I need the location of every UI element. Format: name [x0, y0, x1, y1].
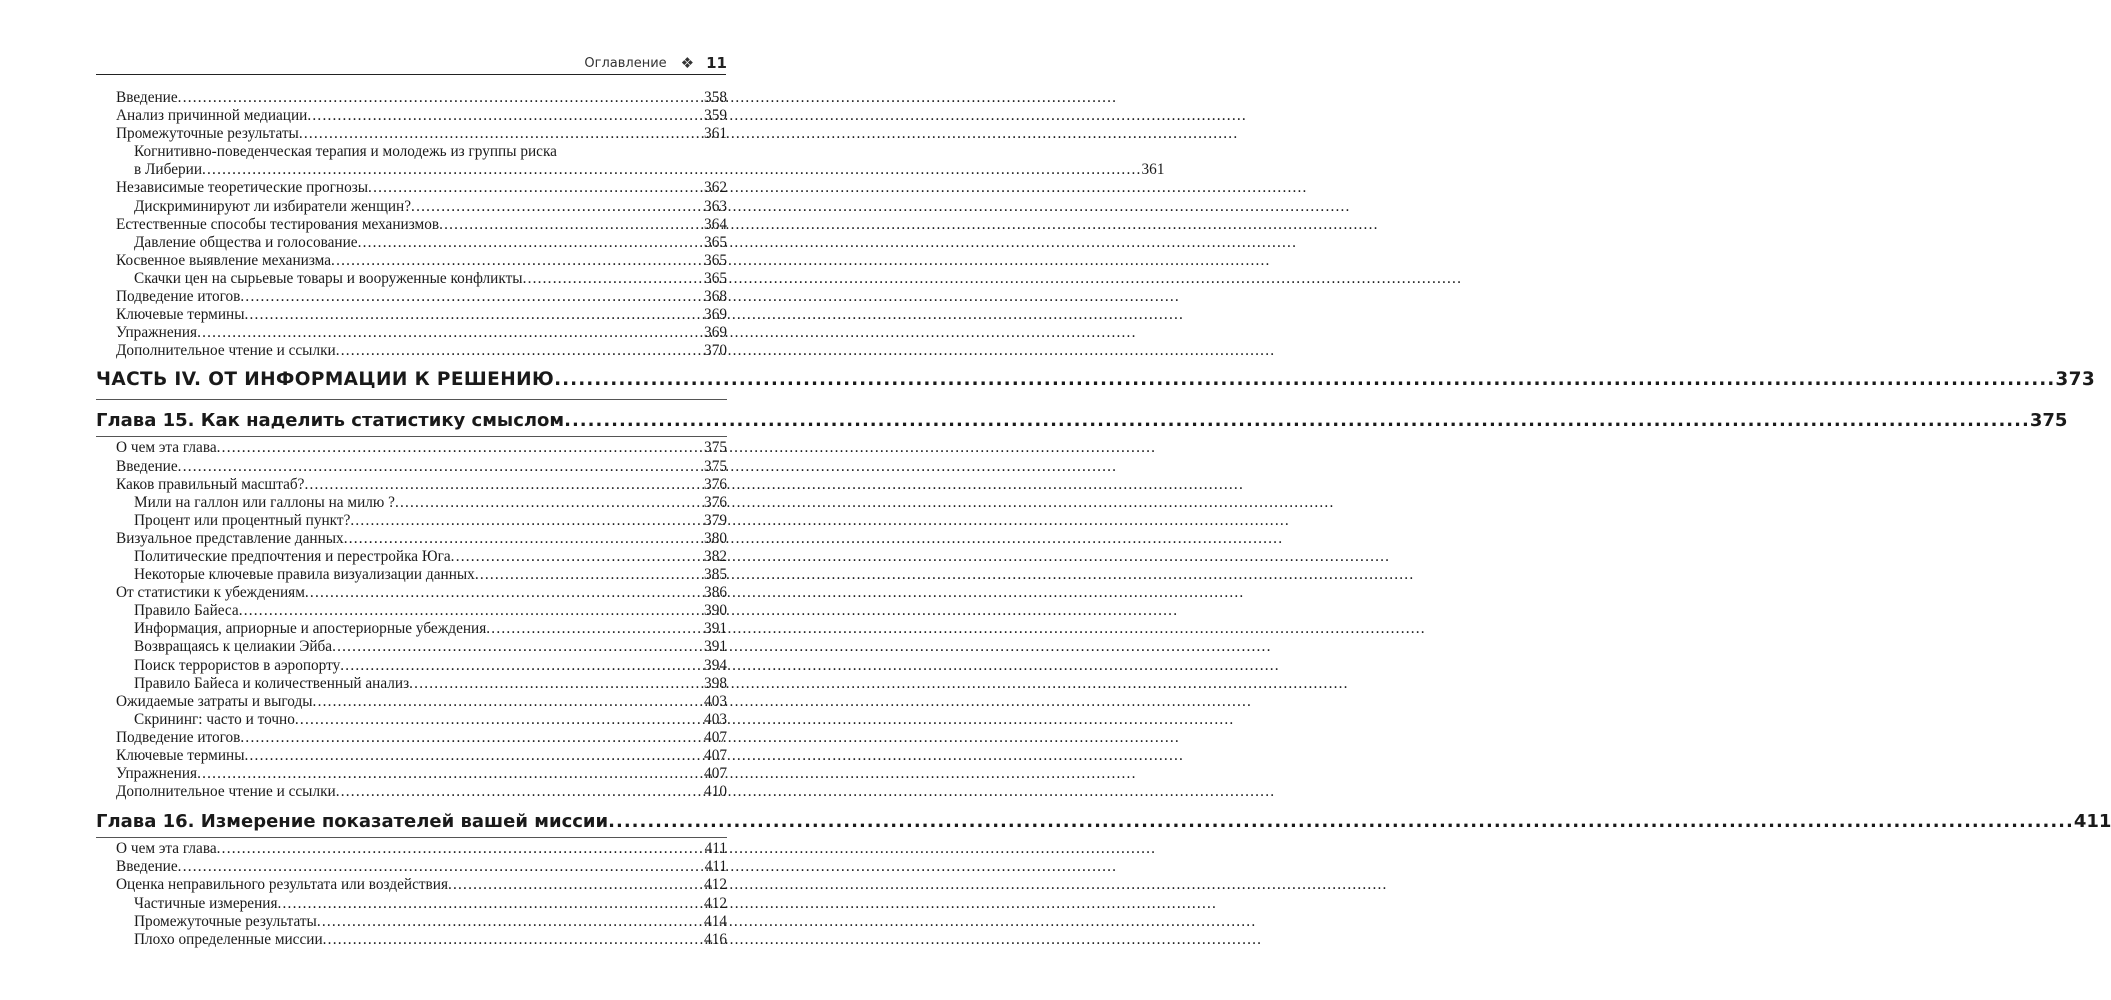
toc-entry-page: 403	[704, 692, 727, 710]
toc-entry[interactable]	[116, 783, 727, 801]
toc-entry[interactable]	[134, 657, 727, 675]
dot-leader	[317, 913, 704, 931]
toc-entry-title: Правило Байеса и количественный анализ	[134, 674, 410, 692]
dot-leader	[439, 216, 704, 234]
toc-entry-title: Упражнения	[116, 324, 198, 342]
toc-entry-title: Введение	[116, 858, 178, 876]
toc-entry-page: 376	[704, 493, 727, 511]
toc-part-heading[interactable]	[96, 368, 2096, 392]
toc-entry-page: 394	[704, 656, 727, 674]
toc-entry-page: 375	[704, 439, 727, 457]
toc-entry-title: Ключевые термины	[116, 747, 245, 764]
toc-entry-title: Ключевые термины	[116, 306, 245, 324]
toc-entry-page: 382	[704, 547, 727, 565]
dot-leader	[217, 439, 704, 457]
table-of-contents	[0, 89, 2111, 949]
toc-entry-title: Анализ причинной медиации	[116, 107, 308, 125]
toc-entry-title: Скачки цен на сырьевые товары и вооруженные конфликты	[134, 269, 523, 287]
toc-entry[interactable]	[116, 107, 727, 125]
running-head-title: Оглавление	[584, 55, 667, 71]
toc-chapter-heading-15[interactable]	[96, 409, 2068, 433]
dot-leader	[305, 584, 704, 602]
dot-leader	[564, 409, 2030, 433]
toc-entry-title: Частичные измерения	[134, 894, 278, 912]
toc-entry-page: 365	[704, 233, 727, 251]
toc-chapter-heading-16[interactable]	[96, 810, 2111, 834]
toc-entry-page: 391	[704, 638, 727, 656]
toc-entry-page: 398	[704, 674, 727, 692]
toc-entry-title: Введение	[116, 89, 178, 106]
toc-entry-title: Ожидаемые затраты и выгоды	[116, 692, 313, 710]
toc-entry[interactable]	[116, 876, 727, 894]
toc-entry-page: 361	[1141, 161, 1165, 179]
toc-entry[interactable]	[116, 216, 727, 234]
dot-leader	[245, 747, 705, 765]
toc-entry-page: 359	[704, 107, 727, 125]
toc-entry[interactable]	[134, 675, 727, 693]
dot-leader	[368, 179, 704, 197]
toc-entry[interactable]	[116, 439, 727, 457]
toc-entry[interactable]	[116, 693, 727, 711]
toc-entry-title: Подведение итогов	[116, 728, 241, 746]
running-head	[584, 52, 727, 74]
dot-leader	[332, 638, 704, 656]
toc-entry-page: 370	[704, 342, 727, 360]
dot-leader	[395, 494, 704, 512]
toc-entry-title: Упражнения	[116, 765, 198, 783]
dot-leader	[411, 198, 704, 216]
toc-entry-page: 412	[704, 876, 727, 894]
part-title: ЧАСТЬ IV. ОТ ИНФОРМАЦИИ К РЕШЕНИЮ	[96, 369, 555, 391]
toc-entry[interactable]	[116, 747, 727, 765]
dot-leader	[313, 693, 705, 711]
dot-leader	[409, 675, 704, 693]
toc-entry-title: От статистики к убеждениям	[116, 584, 305, 602]
toc-entry-title: Давление общества и голосование	[134, 233, 358, 251]
toc-entry[interactable]	[116, 858, 727, 876]
toc-entry-page: 368	[704, 288, 727, 306]
dot-leader	[239, 602, 704, 620]
toc-entry-multiline[interactable]	[134, 143, 1165, 179]
toc-entry[interactable]	[116, 840, 727, 858]
page-number: 11	[706, 54, 727, 72]
toc-entry-page: 410	[704, 783, 727, 801]
toc-entry[interactable]	[116, 252, 727, 270]
dot-leader	[336, 783, 704, 801]
dot-leader	[554, 368, 2055, 392]
toc-entry[interactable]	[134, 931, 727, 949]
dot-leader	[240, 729, 704, 747]
dot-leader	[245, 306, 705, 324]
toc-entry-page: 416	[704, 930, 727, 948]
toc-entry-page: 403	[704, 710, 727, 728]
toc-entry-title: Процент или процентный пункт?	[134, 511, 351, 529]
ornament-icon: ❖	[680, 54, 695, 72]
toc-entry[interactable]	[134, 566, 727, 584]
toc-entry[interactable]	[134, 895, 727, 913]
dot-leader	[350, 512, 704, 530]
dot-leader	[323, 931, 704, 949]
dot-leader	[475, 566, 704, 584]
toc-entry-title: Информация, априорные и апостериорные убеждения	[134, 620, 487, 638]
toc-entry-page: 411	[704, 840, 727, 858]
toc-entry-page: 358	[704, 89, 727, 106]
toc-entry-page: 411	[704, 858, 727, 876]
dot-leader	[295, 711, 704, 729]
chapter-16-entries	[0, 840, 800, 949]
toc-section-continued	[0, 89, 800, 143]
dot-leader	[331, 252, 704, 270]
toc-entry-title: Скрининг: часто и точно	[134, 710, 295, 728]
toc-entry-title-line1: Когнитивно-поведенческая терапия и молодежь из группы риска	[134, 143, 557, 161]
dot-leader	[202, 161, 1142, 179]
toc-section-continued-2	[0, 179, 800, 360]
dot-leader	[608, 810, 2074, 834]
header-rule	[96, 74, 726, 75]
toc-entry[interactable]	[116, 530, 727, 548]
toc-entry-page: 364	[704, 215, 727, 233]
toc-entry-title-line2: в Либерии	[134, 161, 202, 179]
toc-entry[interactable]	[116, 584, 727, 602]
toc-entry-title: Мили на галлон или галлоны на милю ?	[134, 493, 395, 511]
part-divider	[96, 399, 727, 400]
toc-entry-page: 407	[704, 765, 727, 783]
toc-entry-page: 363	[704, 197, 727, 215]
toc-entry-page: 362	[704, 179, 727, 197]
toc-entry-title: Естественные способы тестирования механизмов	[116, 215, 440, 233]
dot-leader	[197, 765, 704, 783]
toc-entry[interactable]	[134, 620, 727, 638]
chapter-page: 375	[2029, 410, 2068, 432]
toc-entry-page: 390	[704, 602, 727, 620]
dot-leader	[240, 288, 704, 306]
toc-entry-title: Политические предпочтения и перестройка Юга	[134, 547, 451, 565]
dot-leader	[299, 125, 704, 143]
toc-entry-title: О чем эта глава	[116, 439, 217, 457]
toc-entry[interactable]	[116, 765, 727, 783]
toc-entry-title: Некоторые ключевые правила визуализации данных	[134, 566, 475, 584]
dot-leader	[336, 342, 704, 360]
toc-entry-page: 385	[704, 566, 727, 584]
dot-leader	[344, 530, 704, 548]
toc-entry-page: 379	[704, 511, 727, 529]
chapter-divider	[96, 837, 727, 838]
dot-leader	[217, 840, 705, 858]
toc-entry-page: 369	[704, 306, 727, 324]
toc-entry[interactable]	[134, 638, 727, 656]
toc-entry-title: Подведение итогов	[116, 288, 241, 306]
toc-entry[interactable]	[134, 602, 727, 620]
toc-entry-page: 369	[704, 324, 727, 342]
toc-entry-page: 376	[704, 475, 727, 493]
toc-entry-page: 375	[704, 457, 727, 475]
toc-entry[interactable]	[134, 270, 727, 288]
toc-entry-page: 361	[704, 125, 727, 143]
toc-entry-page: 412	[704, 894, 727, 912]
dot-leader	[448, 876, 704, 894]
toc-entry-title: Поиск террористов в аэропорту	[134, 656, 341, 674]
toc-entry[interactable]	[116, 306, 727, 324]
toc-entry-title: Оценка неправильного результата или воздействия	[116, 876, 448, 894]
toc-entry[interactable]	[116, 179, 727, 197]
toc-entry[interactable]	[116, 89, 727, 107]
dot-leader	[278, 895, 705, 913]
toc-entry[interactable]	[134, 913, 727, 931]
toc-entry[interactable]	[116, 324, 727, 342]
toc-entry[interactable]	[116, 125, 727, 143]
toc-entry-title: Дискриминируют ли избиратели женщин?	[134, 197, 412, 215]
toc-entry-title: Дополнительное чтение и ссылки	[116, 783, 336, 801]
toc-entry[interactable]	[134, 494, 727, 512]
dot-leader	[178, 858, 705, 876]
chapter-divider	[96, 436, 727, 437]
toc-entry-page: 407	[704, 747, 727, 764]
chapter-title: Глава 15. Как наделить статистику смыслом	[96, 410, 565, 432]
toc-entry[interactable]	[134, 548, 727, 566]
toc-entry-title: Каков правильный масштаб?	[116, 475, 305, 493]
part-page: 373	[2055, 369, 2096, 391]
dot-leader	[340, 657, 704, 675]
toc-entry-title: Независимые теоретические прогнозы	[116, 179, 369, 197]
toc-entry-page: 365	[704, 269, 727, 287]
dot-leader	[307, 107, 704, 125]
toc-entry-title: Промежуточные результаты	[116, 125, 299, 143]
toc-entry-title: Дополнительное чтение и ссылки	[116, 342, 336, 360]
dot-leader	[178, 458, 704, 476]
toc-entry[interactable]	[134, 234, 727, 252]
toc-entry[interactable]	[116, 342, 727, 360]
chapter-15-entries	[0, 439, 800, 801]
dot-leader	[358, 234, 704, 252]
dot-leader	[197, 324, 704, 342]
toc-entry-page: 407	[704, 728, 727, 746]
toc-entry[interactable]	[116, 458, 727, 476]
toc-entry-title: Косвенное выявление механизма	[116, 251, 332, 269]
toc-entry-title: Возвращаясь к целиакии Эйба	[134, 638, 333, 656]
toc-entry-title: Визуальное представление данных	[116, 529, 344, 547]
toc-entry-page: 386	[704, 584, 727, 602]
toc-entry-title: Промежуточные результаты	[134, 912, 317, 930]
toc-entry[interactable]	[116, 729, 727, 747]
dot-leader	[304, 476, 704, 494]
toc-entry[interactable]	[134, 512, 727, 530]
toc-entry[interactable]	[134, 711, 727, 729]
chapter-page: 411	[2073, 811, 2111, 833]
toc-entry-page: 380	[704, 529, 727, 547]
dot-leader	[451, 548, 704, 566]
toc-entry-title: Плохо определенные миссии	[134, 930, 323, 948]
dot-leader	[178, 89, 704, 107]
dot-leader	[486, 620, 704, 638]
toc-entry-page: 391	[704, 620, 727, 638]
chapter-title: Глава 16. Измерение показателей вашей миссии	[96, 811, 609, 833]
toc-entry-title: Правило Байеса	[134, 602, 239, 620]
toc-entry-title: О чем эта глава	[116, 840, 217, 858]
toc-entry-page: 414	[704, 912, 727, 930]
toc-entry[interactable]	[134, 198, 727, 216]
toc-entry-title: Введение	[116, 457, 178, 475]
toc-entry[interactable]	[116, 288, 727, 306]
toc-entry-page: 365	[704, 251, 727, 269]
toc-entry[interactable]	[116, 476, 727, 494]
dot-leader	[523, 270, 704, 288]
